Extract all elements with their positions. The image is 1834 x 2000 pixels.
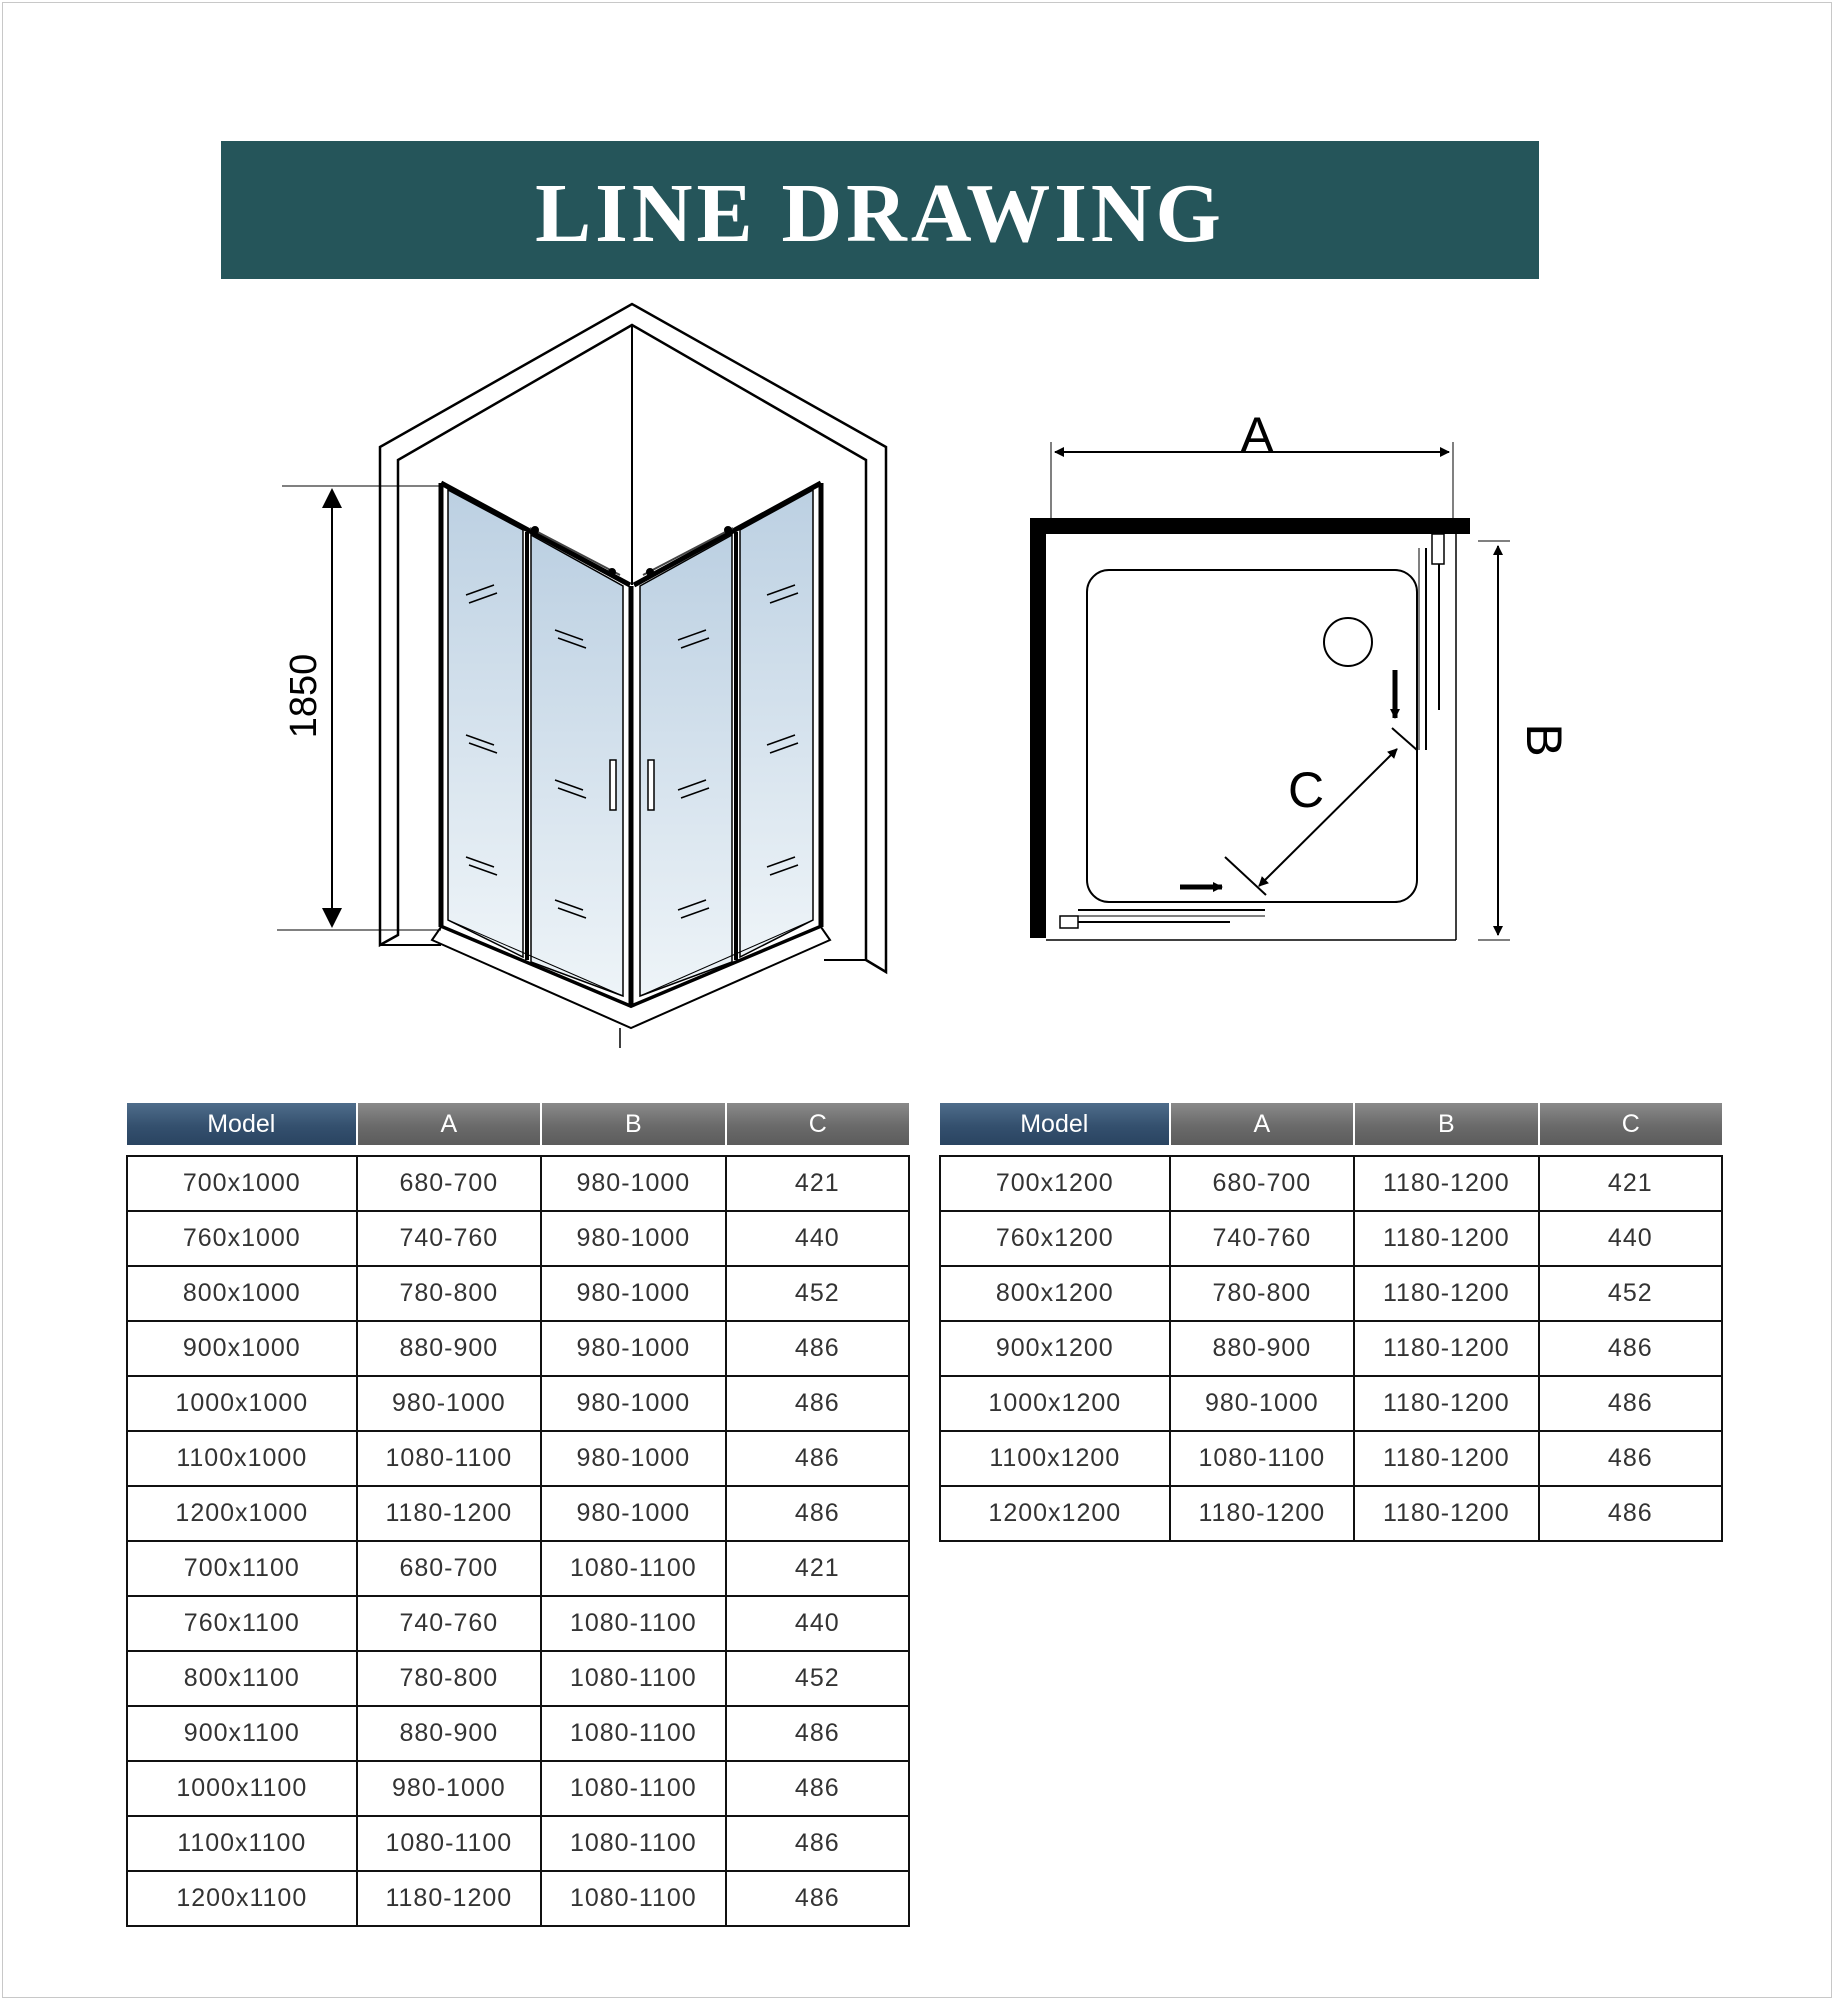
a-cell: 780-800 (357, 1651, 542, 1706)
table-header-row (940, 1103, 1722, 1145)
table-row (127, 1266, 909, 1321)
header-b: B (1354, 1103, 1538, 1145)
b-cell: 980-1000 (541, 1211, 726, 1266)
model-cell: 900x1100 (127, 1706, 357, 1761)
a-cell: 740-760 (1170, 1211, 1355, 1266)
b-cell: 1080-1100 (541, 1706, 726, 1761)
model-cell: 1100x1200 (940, 1431, 1170, 1486)
model-cell: 800x1000 (127, 1266, 357, 1321)
size-table-left (126, 1103, 910, 1927)
table-row (127, 1651, 909, 1706)
a-cell: 740-760 (357, 1596, 542, 1651)
model-cell: 760x1000 (127, 1211, 357, 1266)
c-cell: 486 (726, 1871, 909, 1926)
b-cell: 1080-1100 (541, 1596, 726, 1651)
c-cell: 452 (726, 1266, 909, 1321)
c-cell: 486 (726, 1486, 909, 1541)
b-cell: 1180-1200 (1354, 1266, 1538, 1321)
table-row (127, 1486, 909, 1541)
a-cell: 1080-1100 (357, 1816, 542, 1871)
table-row (940, 1486, 1722, 1541)
b-cell: 1080-1100 (541, 1651, 726, 1706)
table-row (940, 1156, 1722, 1211)
b-cell: 1180-1200 (1354, 1376, 1538, 1431)
a-cell: 680-700 (1170, 1156, 1355, 1211)
dimension-a-label: A (1240, 407, 1274, 463)
a-cell: 780-800 (1170, 1266, 1355, 1321)
c-cell: 486 (726, 1816, 909, 1871)
table-header-row (127, 1103, 909, 1145)
c-cell: 421 (726, 1541, 909, 1596)
b-cell: 1080-1100 (541, 1871, 726, 1926)
b-cell: 1180-1200 (1354, 1321, 1538, 1376)
a-cell: 980-1000 (1170, 1376, 1355, 1431)
height-dimension-label: 1850 (283, 653, 325, 739)
model-cell: 1000x1100 (127, 1761, 357, 1816)
table-row (127, 1376, 909, 1431)
b-cell: 980-1000 (541, 1321, 726, 1376)
a-cell: 680-700 (357, 1541, 542, 1596)
c-cell: 486 (726, 1431, 909, 1486)
model-cell: 1100x1000 (127, 1431, 357, 1486)
c-cell: 440 (1539, 1211, 1722, 1266)
title-banner (221, 141, 1539, 279)
model-cell: 700x1200 (940, 1156, 1170, 1211)
model-cell: 800x1100 (127, 1651, 357, 1706)
c-cell: 486 (1539, 1321, 1722, 1376)
table-row (940, 1266, 1722, 1321)
table-row (127, 1321, 909, 1376)
header-b: B (541, 1103, 726, 1145)
table-row (940, 1211, 1722, 1266)
c-cell: 486 (726, 1706, 909, 1761)
a-cell: 880-900 (357, 1706, 542, 1761)
b-cell: 1180-1200 (1354, 1431, 1538, 1486)
b-cell: 980-1000 (541, 1431, 726, 1486)
b-cell: 1080-1100 (541, 1541, 726, 1596)
c-cell: 486 (726, 1761, 909, 1816)
a-cell: 1180-1200 (1170, 1486, 1355, 1541)
table-row (127, 1706, 909, 1761)
model-cell: 1000x1200 (940, 1376, 1170, 1431)
b-cell: 1180-1200 (1354, 1211, 1538, 1266)
table-row (940, 1321, 1722, 1376)
header-c: C (726, 1103, 909, 1145)
a-cell: 1180-1200 (357, 1871, 542, 1926)
c-cell: 452 (1539, 1266, 1722, 1321)
b-cell: 1080-1100 (541, 1816, 726, 1871)
line-drawing (0, 290, 1834, 1090)
model-cell: 760x1100 (127, 1596, 357, 1651)
header-a: A (357, 1103, 542, 1145)
model-cell: 1100x1100 (127, 1816, 357, 1871)
table-row (127, 1761, 909, 1816)
b-cell: 980-1000 (541, 1266, 726, 1321)
c-cell: 486 (726, 1321, 909, 1376)
dimension-c-label: C (1287, 762, 1325, 818)
c-cell: 486 (726, 1376, 909, 1431)
table-row (127, 1211, 909, 1266)
table-row (127, 1816, 909, 1871)
table-row (127, 1431, 909, 1486)
dimension-b-label: B (1516, 723, 1572, 757)
a-cell: 980-1000 (357, 1376, 542, 1431)
header-model: Model (940, 1103, 1170, 1145)
a-cell: 740-760 (357, 1211, 542, 1266)
table-row (127, 1541, 909, 1596)
b-cell: 1180-1200 (1354, 1486, 1538, 1541)
table-row (940, 1376, 1722, 1431)
model-cell: 700x1100 (127, 1541, 357, 1596)
model-cell: 1200x1100 (127, 1871, 357, 1926)
b-cell: 980-1000 (541, 1486, 726, 1541)
c-cell: 440 (726, 1596, 909, 1651)
b-cell: 1080-1100 (541, 1761, 726, 1816)
model-cell: 1200x1000 (127, 1486, 357, 1541)
c-cell: 440 (726, 1211, 909, 1266)
b-cell: 980-1000 (541, 1156, 726, 1211)
c-cell: 452 (726, 1651, 909, 1706)
model-cell: 1000x1000 (127, 1376, 357, 1431)
a-cell: 880-900 (1170, 1321, 1355, 1376)
c-cell: 486 (1539, 1486, 1722, 1541)
c-cell: 486 (1539, 1376, 1722, 1431)
a-cell: 1180-1200 (357, 1486, 542, 1541)
model-cell: 900x1000 (127, 1321, 357, 1376)
c-cell: 421 (726, 1156, 909, 1211)
model-cell: 800x1200 (940, 1266, 1170, 1321)
header-model: Model (127, 1103, 357, 1145)
table-row (940, 1431, 1722, 1486)
size-table-right (939, 1103, 1723, 1542)
plan-view (1030, 442, 1510, 940)
table-row (127, 1596, 909, 1651)
model-cell: 900x1200 (940, 1321, 1170, 1376)
a-cell: 1080-1100 (357, 1431, 542, 1486)
c-cell: 421 (1539, 1156, 1722, 1211)
table-body (127, 1145, 909, 1926)
header-c: C (1539, 1103, 1722, 1145)
table-row (127, 1156, 909, 1211)
table-row (127, 1871, 909, 1926)
header-a: A (1170, 1103, 1355, 1145)
c-cell: 486 (1539, 1431, 1722, 1486)
model-cell: 700x1000 (127, 1156, 357, 1211)
a-cell: 1080-1100 (1170, 1431, 1355, 1486)
a-cell: 680-700 (357, 1156, 542, 1211)
model-cell: 1200x1200 (940, 1486, 1170, 1541)
table-body (940, 1145, 1722, 1541)
a-cell: 880-900 (357, 1321, 542, 1376)
banner-title: LINE DRAWING (535, 166, 1225, 260)
model-cell: 760x1200 (940, 1211, 1170, 1266)
b-cell: 980-1000 (541, 1376, 726, 1431)
isometric-view (277, 304, 886, 1048)
a-cell: 780-800 (357, 1266, 542, 1321)
a-cell: 980-1000 (357, 1761, 542, 1816)
b-cell: 1180-1200 (1354, 1156, 1538, 1211)
